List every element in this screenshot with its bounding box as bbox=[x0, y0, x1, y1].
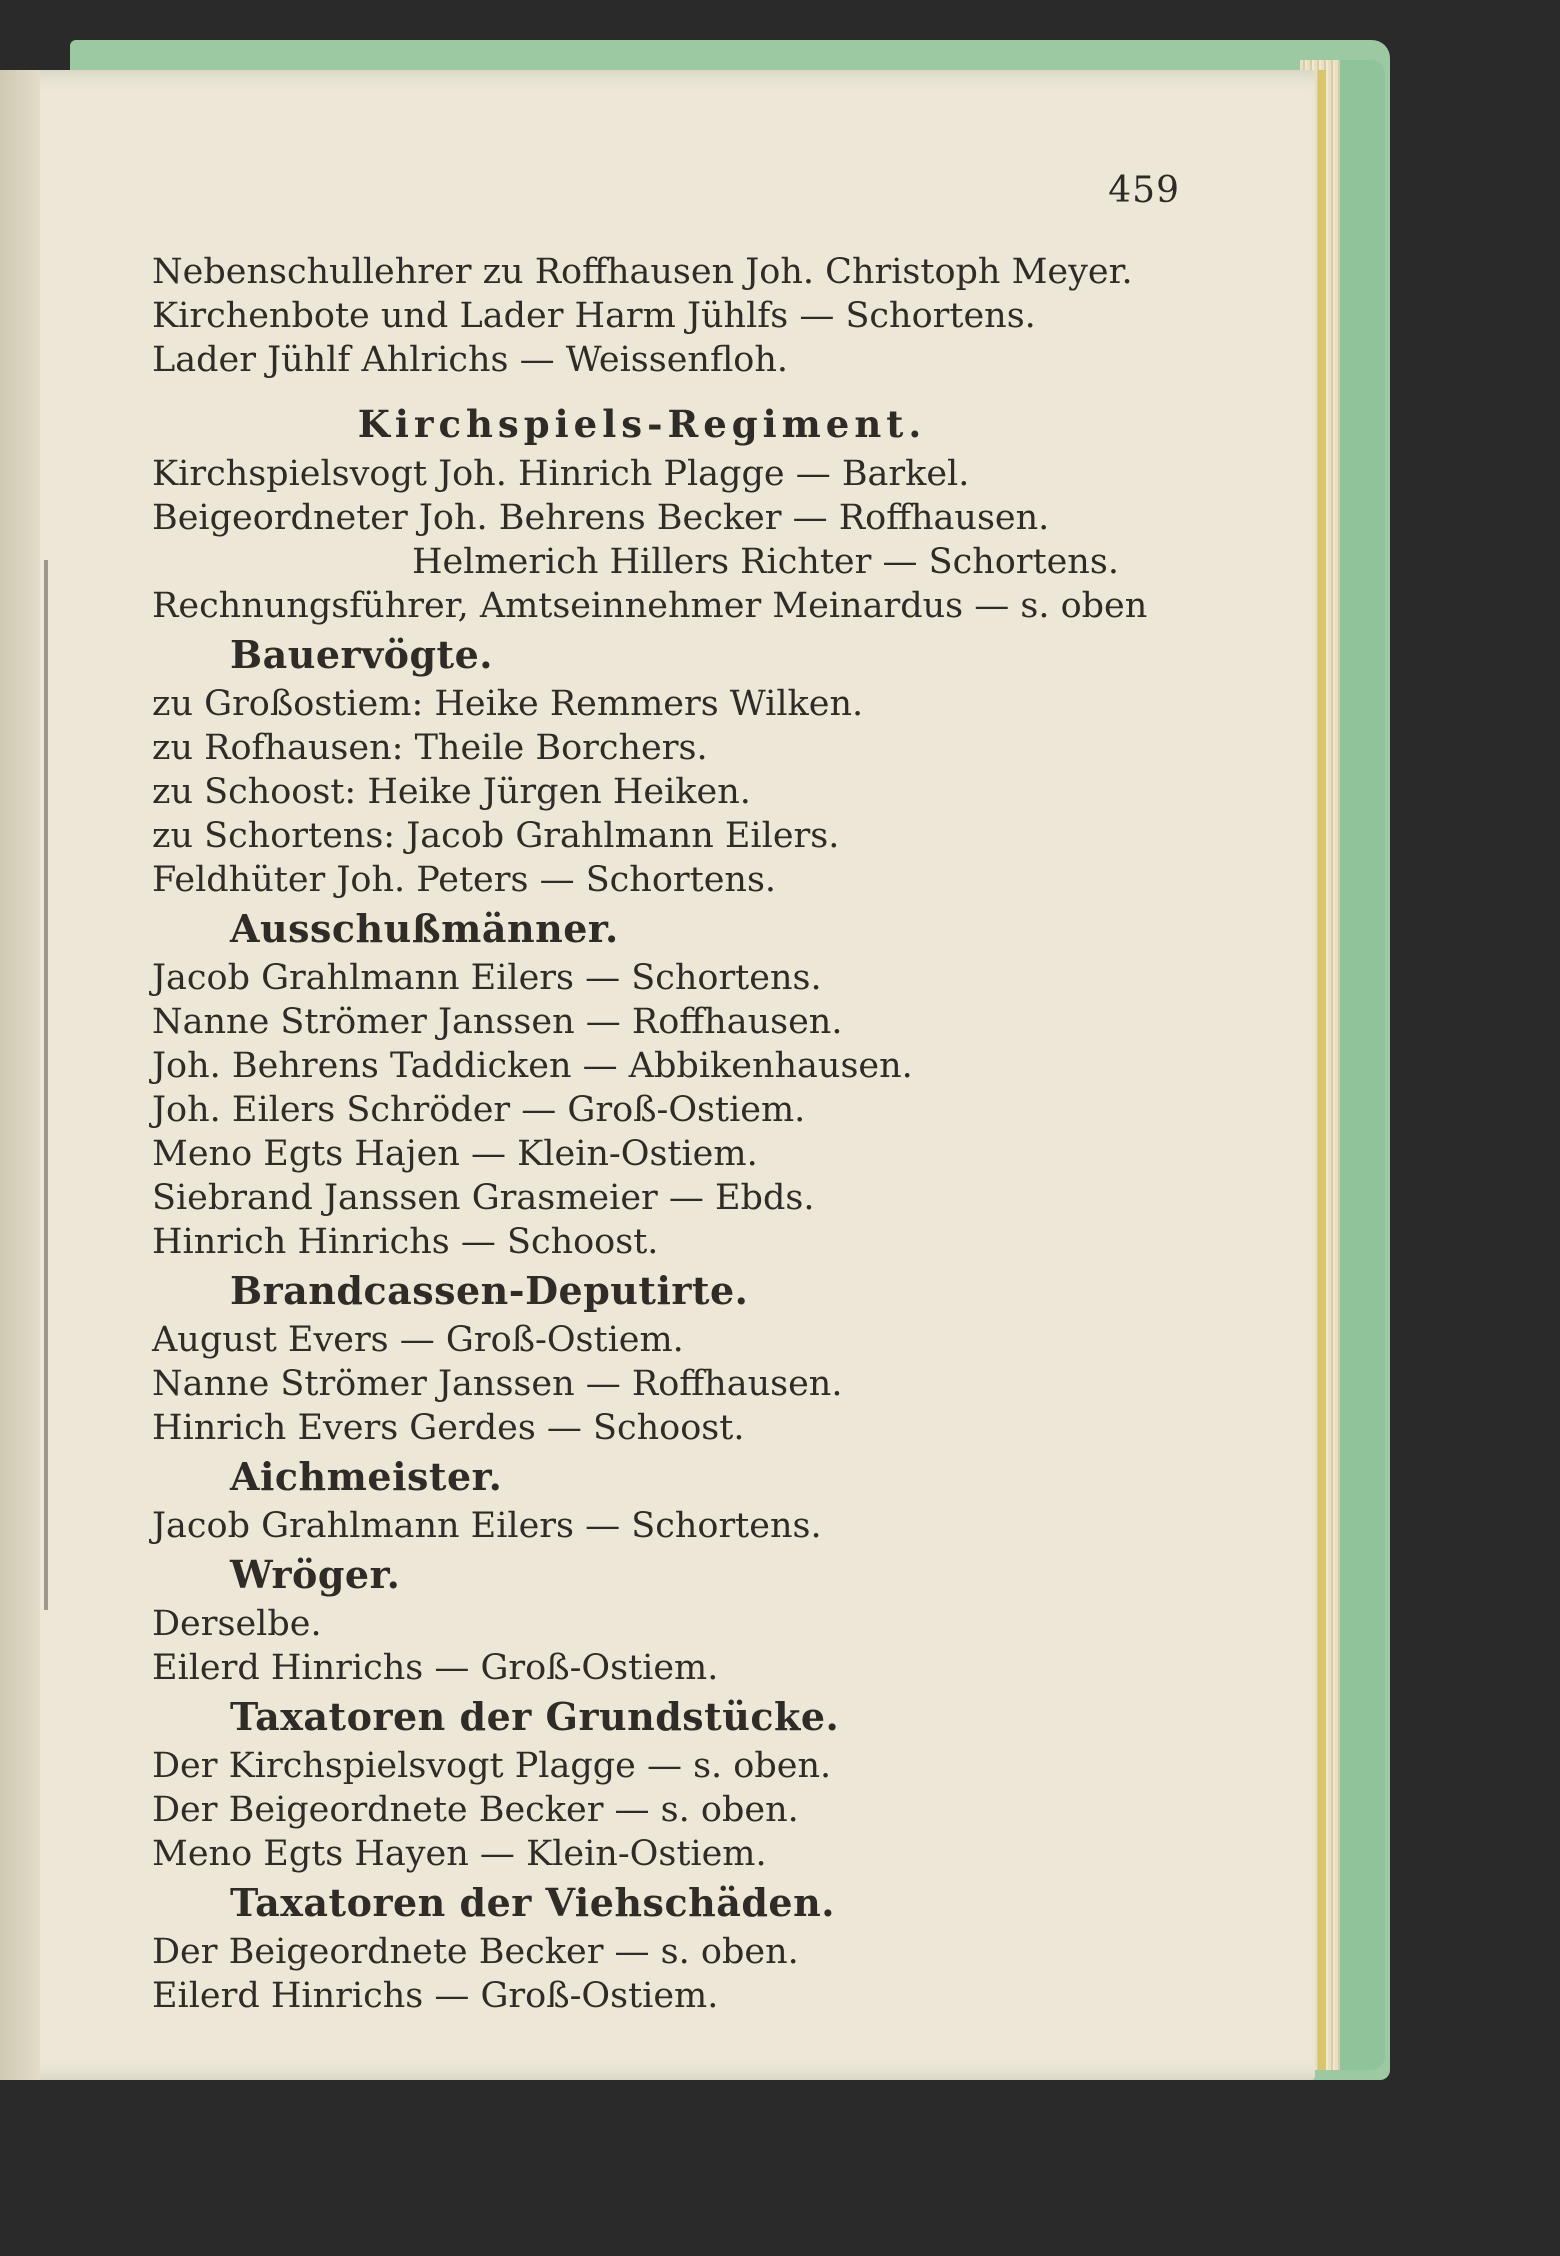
text-line: zu Schoost: Heike Jürgen Heiken. bbox=[152, 772, 751, 812]
section-heading: Wröger. bbox=[230, 1552, 401, 1597]
text-line: Der Beigeordnete Becker — s. oben. bbox=[152, 1790, 799, 1830]
text-line: Meno Egts Hayen — Klein-Ostiem. bbox=[152, 1834, 767, 1874]
section-heading: Taxatoren der Grundstücke. bbox=[230, 1694, 840, 1739]
text-line: Hinrich Hinrichs — Schoost. bbox=[152, 1222, 659, 1262]
text-line: Kirchenbote und Lader Harm Jühlfs — Schortens. bbox=[152, 296, 1036, 336]
section-heading: Taxatoren der Viehschäden. bbox=[230, 1880, 835, 1925]
text-line: Hinrich Evers Gerdes — Schoost. bbox=[152, 1408, 745, 1448]
text-line: Jacob Grahlmann Eilers — Schortens. bbox=[152, 958, 822, 998]
text-line: Lader Jühlf Ahlrichs — Weissenfloh. bbox=[152, 340, 789, 380]
text-line: Jacob Grahlmann Eilers — Schortens. bbox=[152, 1506, 822, 1546]
text-line: Siebrand Janssen Grasmeier — Ebds. bbox=[152, 1178, 815, 1218]
text-line: Helmerich Hillers Richter — Schortens. bbox=[412, 542, 1119, 582]
text-line: Rechnungsführer, Amtseinnehmer Meinardus — s. oben bbox=[152, 586, 1148, 626]
text-line: Feldhüter Joh. Peters — Schortens. bbox=[152, 860, 777, 900]
gilt-edge bbox=[1318, 70, 1326, 2070]
text-line: Meno Egts Hajen — Klein-Ostiem. bbox=[152, 1134, 758, 1174]
text-line: Der Beigeordnete Becker — s. oben. bbox=[152, 1932, 799, 1972]
section-heading: Aichmeister. bbox=[230, 1454, 503, 1499]
text-line: Joh. Eilers Schröder — Groß-Ostiem. bbox=[152, 1090, 806, 1130]
section-heading: Brandcassen-Deputirte. bbox=[230, 1268, 749, 1313]
text-line: Beigeordneter Joh. Behrens Becker — Roffhausen. bbox=[152, 498, 1050, 538]
text-line: Derselbe. bbox=[152, 1604, 322, 1644]
text-line: Joh. Behrens Taddicken — Abbikenhausen. bbox=[152, 1046, 913, 1086]
text-line: Eilerd Hinrichs — Groß-Ostiem. bbox=[152, 1976, 719, 2016]
text-line: zu Großostiem: Heike Remmers Wilken. bbox=[152, 684, 864, 724]
page-number: 459 bbox=[1108, 170, 1180, 211]
section-heading: Bauervögte. bbox=[230, 632, 494, 677]
text-line: zu Schortens: Jacob Grahlmann Eilers. bbox=[152, 816, 840, 856]
margin-rule bbox=[44, 560, 48, 1610]
page-text bbox=[152, 250, 1212, 2018]
text-line: Eilerd Hinrichs — Groß-Ostiem. bbox=[152, 1648, 719, 1688]
text-line: Nebenschullehrer zu Roffhausen Joh. Christoph Meyer. bbox=[152, 252, 1133, 292]
section-heading: Kirchspiels-Regiment. bbox=[357, 402, 927, 446]
text-line: zu Rofhausen: Theile Borchers. bbox=[152, 728, 708, 768]
section-heading: Ausschußmänner. bbox=[230, 906, 619, 951]
text-line: Der Kirchspielsvogt Plagge — s. oben. bbox=[152, 1746, 832, 1786]
text-line: Nanne Strömer Janssen — Roffhausen. bbox=[152, 1364, 843, 1404]
text-line: August Evers — Groß-Ostiem. bbox=[152, 1320, 684, 1360]
text-line: Nanne Strömer Janssen — Roffhausen. bbox=[152, 1002, 843, 1042]
text-line: Kirchspielsvogt Joh. Hinrich Plagge — Barkel. bbox=[152, 454, 970, 494]
previous-page-strip bbox=[0, 70, 40, 2080]
